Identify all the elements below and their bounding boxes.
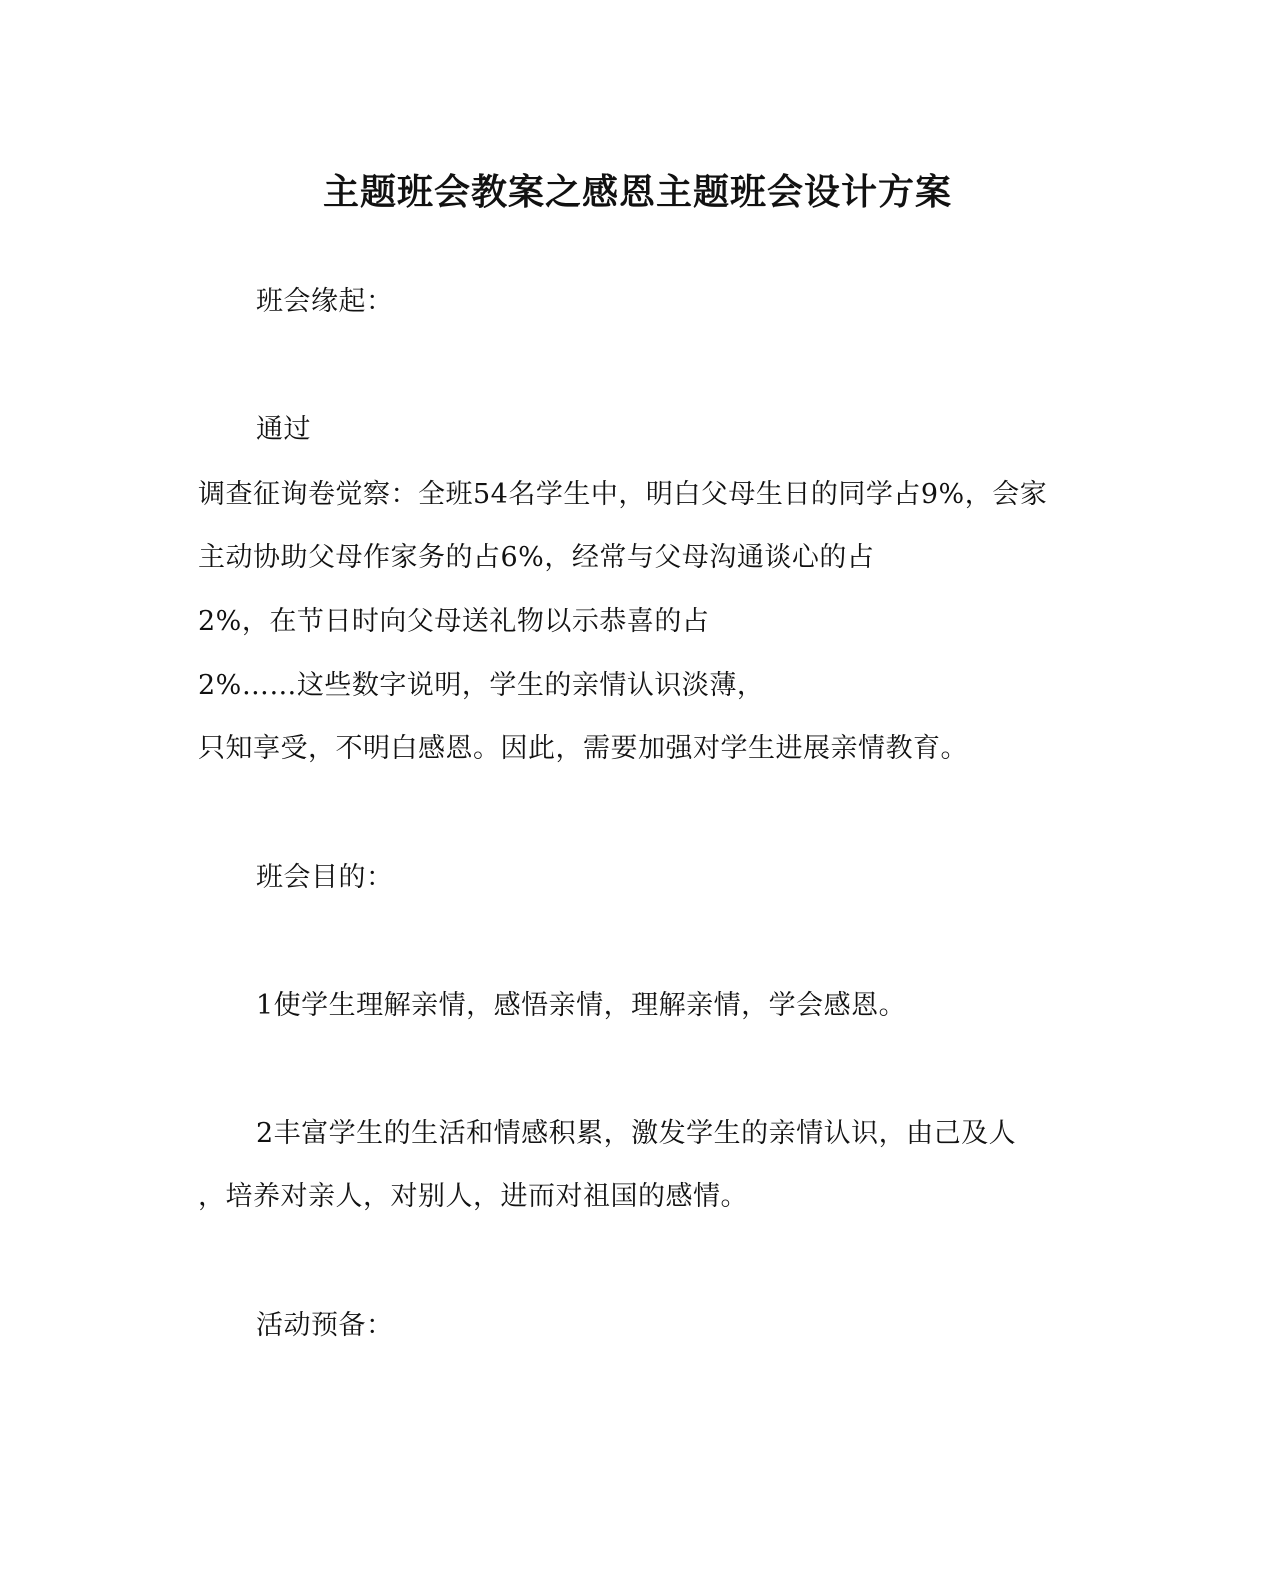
paragraph-line: 2%，在节日时向父母送礼物以示恭喜的占 — [198, 606, 710, 637]
section-heading-origin: 班会缘起： — [256, 286, 394, 317]
list-item: 2丰富学生的生活和情感积累，激发学生的亲情认识，由己及人 — [256, 1118, 1017, 1149]
section-heading-purpose: 班会目的： — [256, 862, 394, 893]
paragraph-line: 调查征询卷觉察：全班54名学生中，明白父母生日的同学占9%，会家 — [198, 479, 1048, 510]
paragraph-line: 2%……这些数字说明，学生的亲情认识淡薄， — [198, 670, 765, 701]
list-item: 1使学生理解亲情，感悟亲情，理解亲情，学会感恩。 — [256, 990, 907, 1021]
list-item-continuation: ，培养对亲人，对别人，进而对祖国的感情。 — [198, 1181, 748, 1212]
document-title: 主题班会教案之感恩主题班会设计方案 — [322, 172, 952, 213]
paragraph-line: 主动协助父母作家务的占6%，经常与父母沟通谈心的占 — [198, 542, 875, 573]
section-heading-preparation: 活动预备： — [256, 1310, 394, 1341]
paragraph-line: 通过 — [256, 414, 311, 445]
paragraph-line: 只知享受，不明白感恩。因此，需要加强对学生进展亲情教育。 — [198, 733, 968, 764]
